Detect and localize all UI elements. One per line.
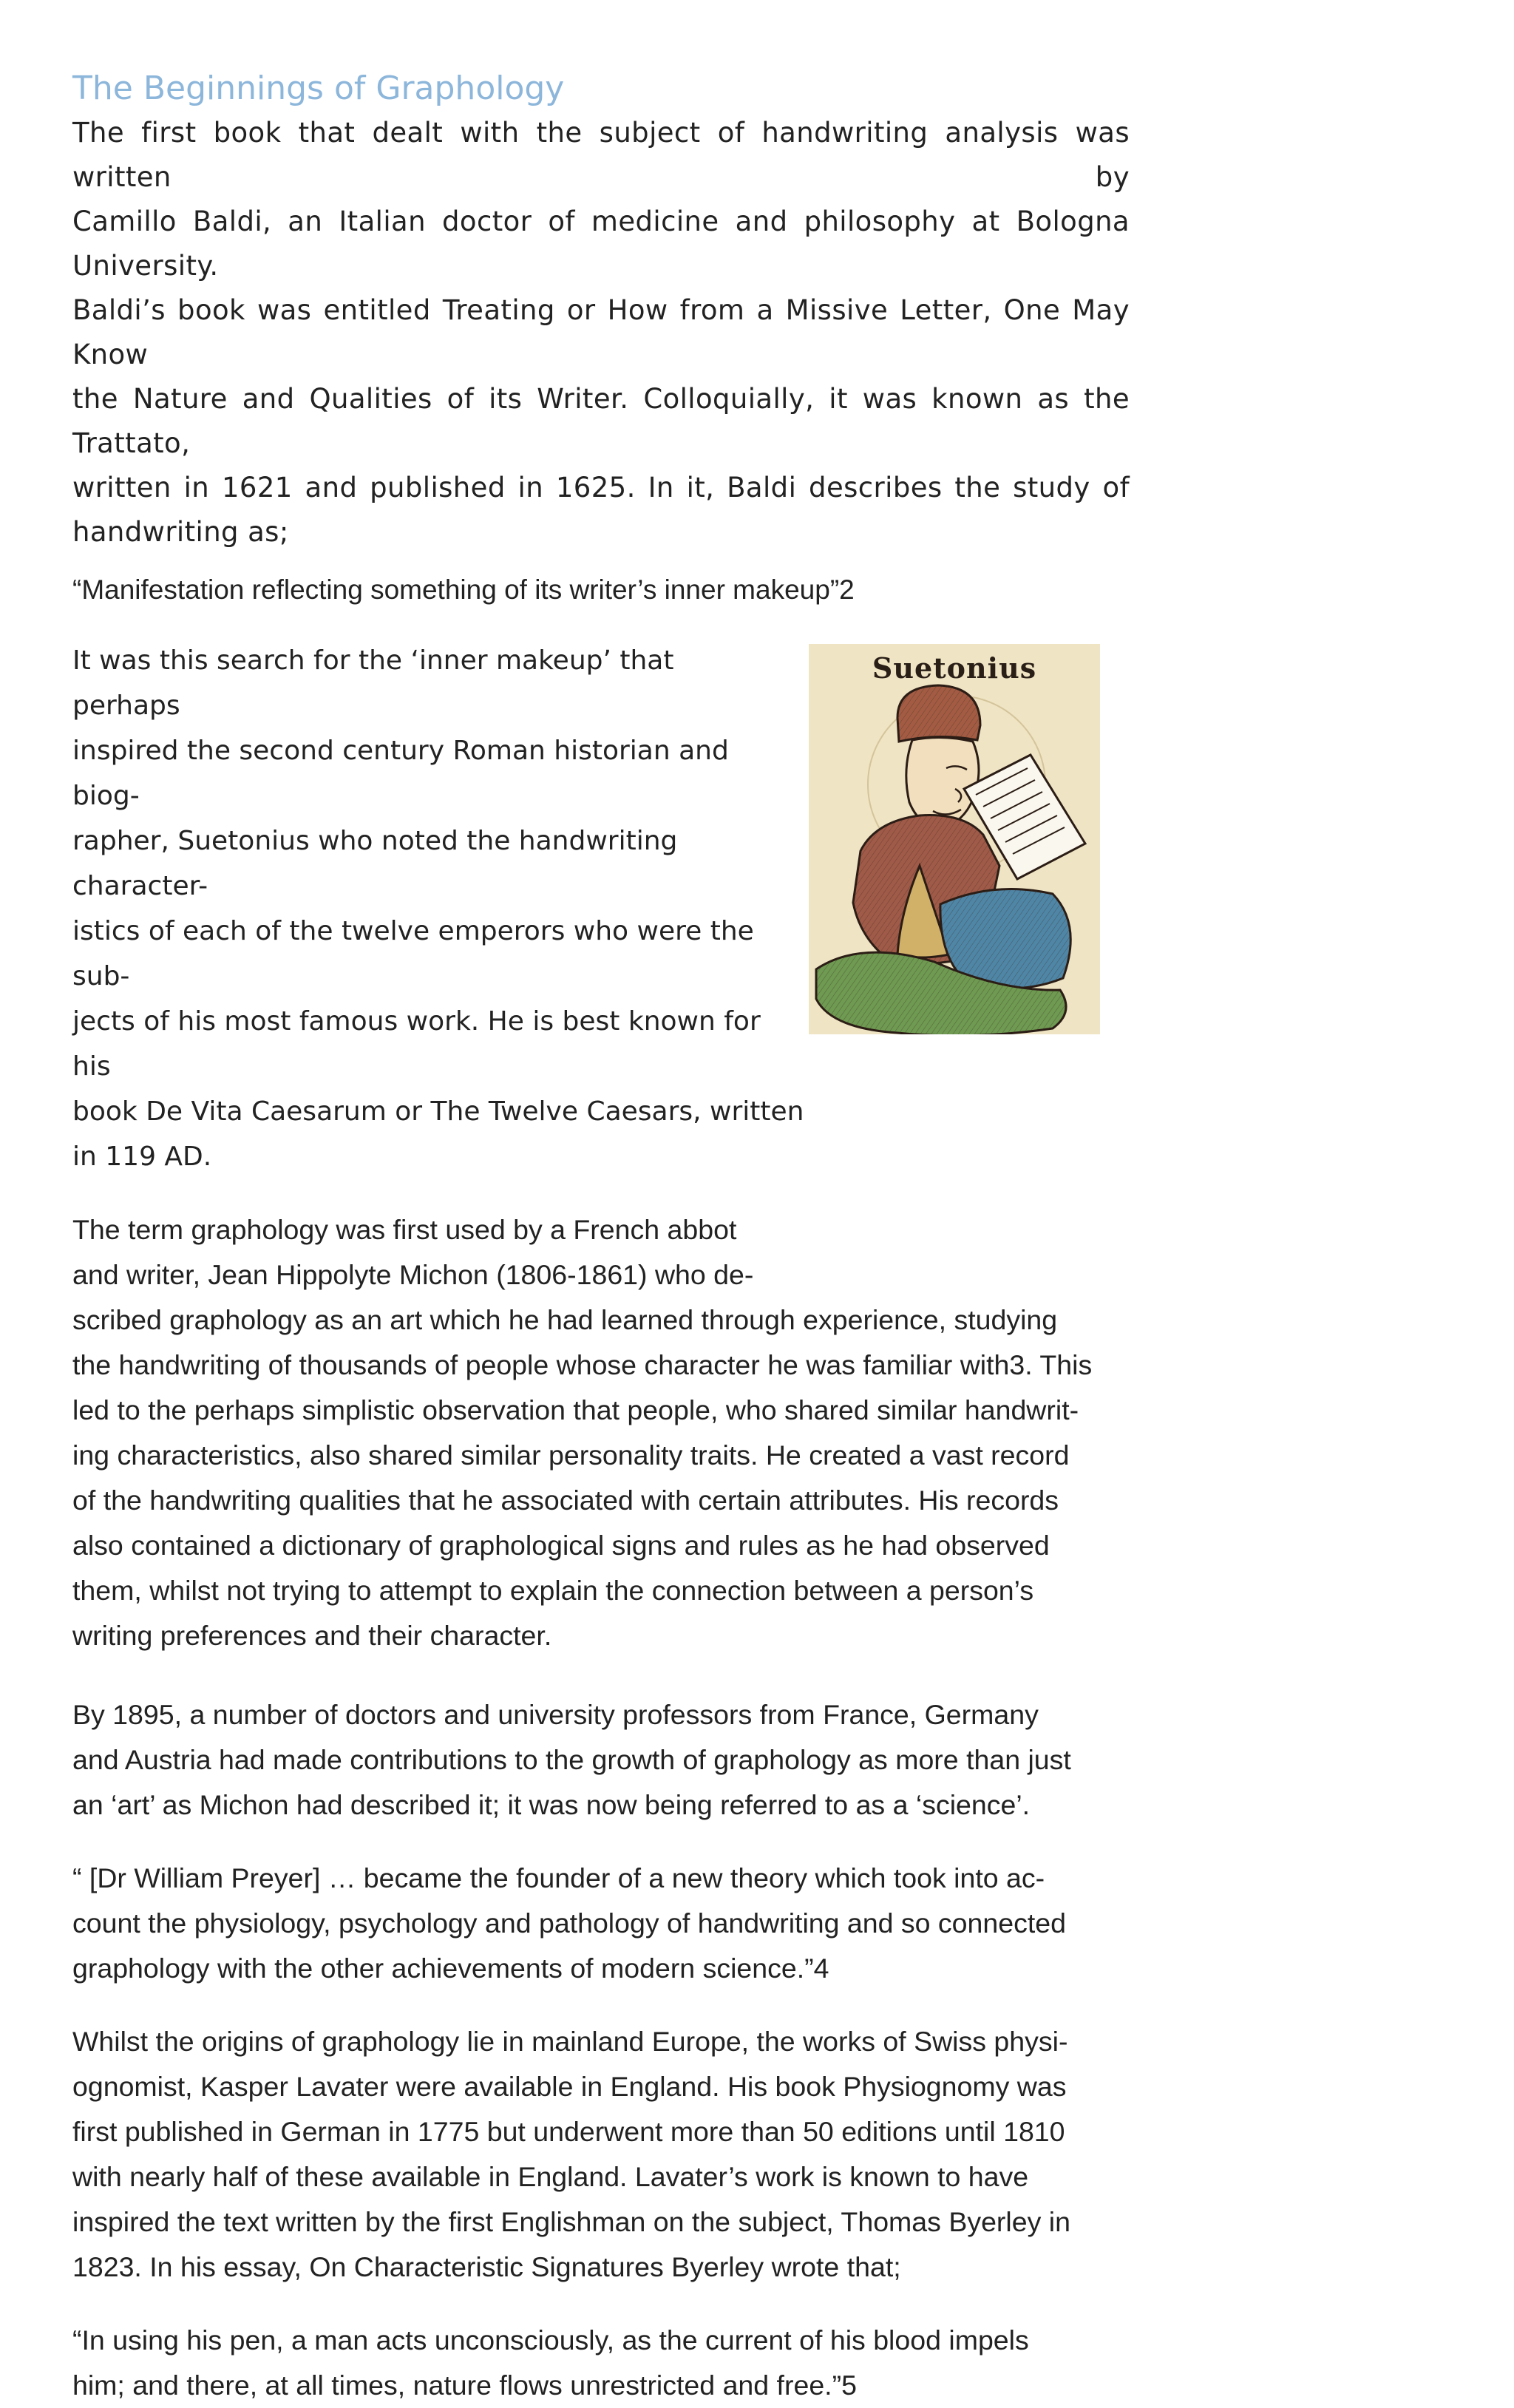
intro-line: Camillo Baldi, an Italian doctor of medicine and philosophy at Bologna University. (72, 206, 1130, 282)
text-line: count the physiology, psychology and pathology of handwriting and so connected (72, 1907, 1066, 1939)
portrait-caption: Suetonius (872, 651, 1037, 685)
text-line: and Austria had made contributions to the growth of graphology as more than just (72, 1743, 1071, 1775)
text-line: jects of his most famous work. He is best known for his (72, 1005, 761, 1082)
text-line: “ [Dr William Preyer] … became the founder of a new theory which took into ac- (72, 1862, 1045, 1893)
text-line: Whilst the origins of graphology lie in mainland Europe, the works of Swiss physi- (72, 2025, 1068, 2057)
text-line: By 1895, a number of doctors and university professors from France, Germany (72, 1698, 1039, 1730)
text-line: and writer, Jean Hippolyte Michon (1806-1861) who de- (72, 1258, 754, 1290)
text-line: first published in German in 1775 but underwent more than 50 editions until 1810 (72, 2115, 1065, 2147)
document-page (72, 67, 1130, 2408)
text-line: inspired the text written by the first Englishman on the subject, Thomas Byerley in (72, 2205, 1070, 2237)
byerley-quote (72, 2318, 1130, 2408)
text-line: “In using his pen, a man acts unconsciously, as the current of his blood impels (72, 2324, 1029, 2356)
section-heading: The Beginnings of Graphology (72, 69, 565, 107)
text-line: book De Vita Caesarum or The Twelve Caesars, written (72, 1096, 804, 1127)
p1895-paragraph (72, 1692, 1130, 1828)
text-line: ing characteristics, also shared similar personality traits. He created a vast record (72, 1439, 1070, 1471)
baldi-quote: “Manifestation reflecting something of its writer’s inner makeup”2 (72, 574, 855, 605)
intro-line: written in 1621 and published in 1625. In it, Baldi describes the study of (72, 472, 1130, 503)
text-line: scribed graphology as an art which he had learned through experience, studying (72, 1303, 1058, 1335)
intro-line: handwriting as; (72, 516, 289, 548)
suetonius-section (72, 638, 1130, 1658)
text-line: rapher, Suetonius who noted the handwriting character- (72, 825, 678, 901)
text-line: 1823. In his essay, On Characteristic Signatures Byerley wrote that; (72, 2251, 901, 2282)
text-line: It was this search for the ‘inner makeup’ that perhaps (72, 645, 674, 721)
text-line: the handwriting of thousands of people whose character he was familiar with3. This (72, 1349, 1093, 1380)
intro-line: Baldi’s book was entitled Treating or How from a Missive Letter, One May Know (72, 294, 1130, 370)
lavater-paragraph (72, 2019, 1130, 2290)
text-line: with nearly half of these available in England. Lavater’s work is known to have (72, 2160, 1029, 2192)
text-line: led to the perhaps simplistic observation that people, who shared similar handwrit- (72, 1394, 1079, 1425)
text-line: him; and there, at all times, nature flows unrestricted and free.”5 (72, 2369, 857, 2401)
suetonius-portrait (809, 644, 1100, 1034)
text-line: The term graphology was first used by a French abbot (72, 1213, 737, 1245)
text-line: istics of each of the twelve emperors who were the sub- (72, 915, 754, 991)
text-line: an ‘art’ as Michon had described it; it was now being referred to as a ‘science’. (72, 1788, 1031, 1820)
intro-line: The first book that dealt with the subject of handwriting analysis was written by (72, 117, 1130, 193)
michon-paragraph (72, 1207, 1130, 1658)
preyer-quote (72, 1856, 1130, 1991)
text-line: in 119 AD. (72, 1141, 212, 1172)
text-line: writing preferences and their character. (72, 1619, 552, 1651)
text-line: them, whilst not trying to attempt to explain the connection between a person’s (72, 1574, 1034, 1606)
text-line: inspired the second century Roman historian and biog- (72, 735, 729, 811)
woodcut-illustration (809, 644, 1100, 1034)
intro-paragraph (72, 111, 1130, 554)
text-line: graphology with the other achievements of modern science.”4 (72, 1952, 829, 1984)
text-line: of the handwriting qualities that he associated with certain attributes. His records (72, 1484, 1059, 1516)
text-line: ognomist, Kasper Lavater were available in England. His book Physiognomy was (72, 2070, 1067, 2102)
intro-line: the Nature and Qualities of its Writer. Colloquially, it was known as the Trattato, (72, 383, 1130, 459)
text-line: also contained a dictionary of graphological signs and rules as he had observed (72, 1529, 1050, 1561)
